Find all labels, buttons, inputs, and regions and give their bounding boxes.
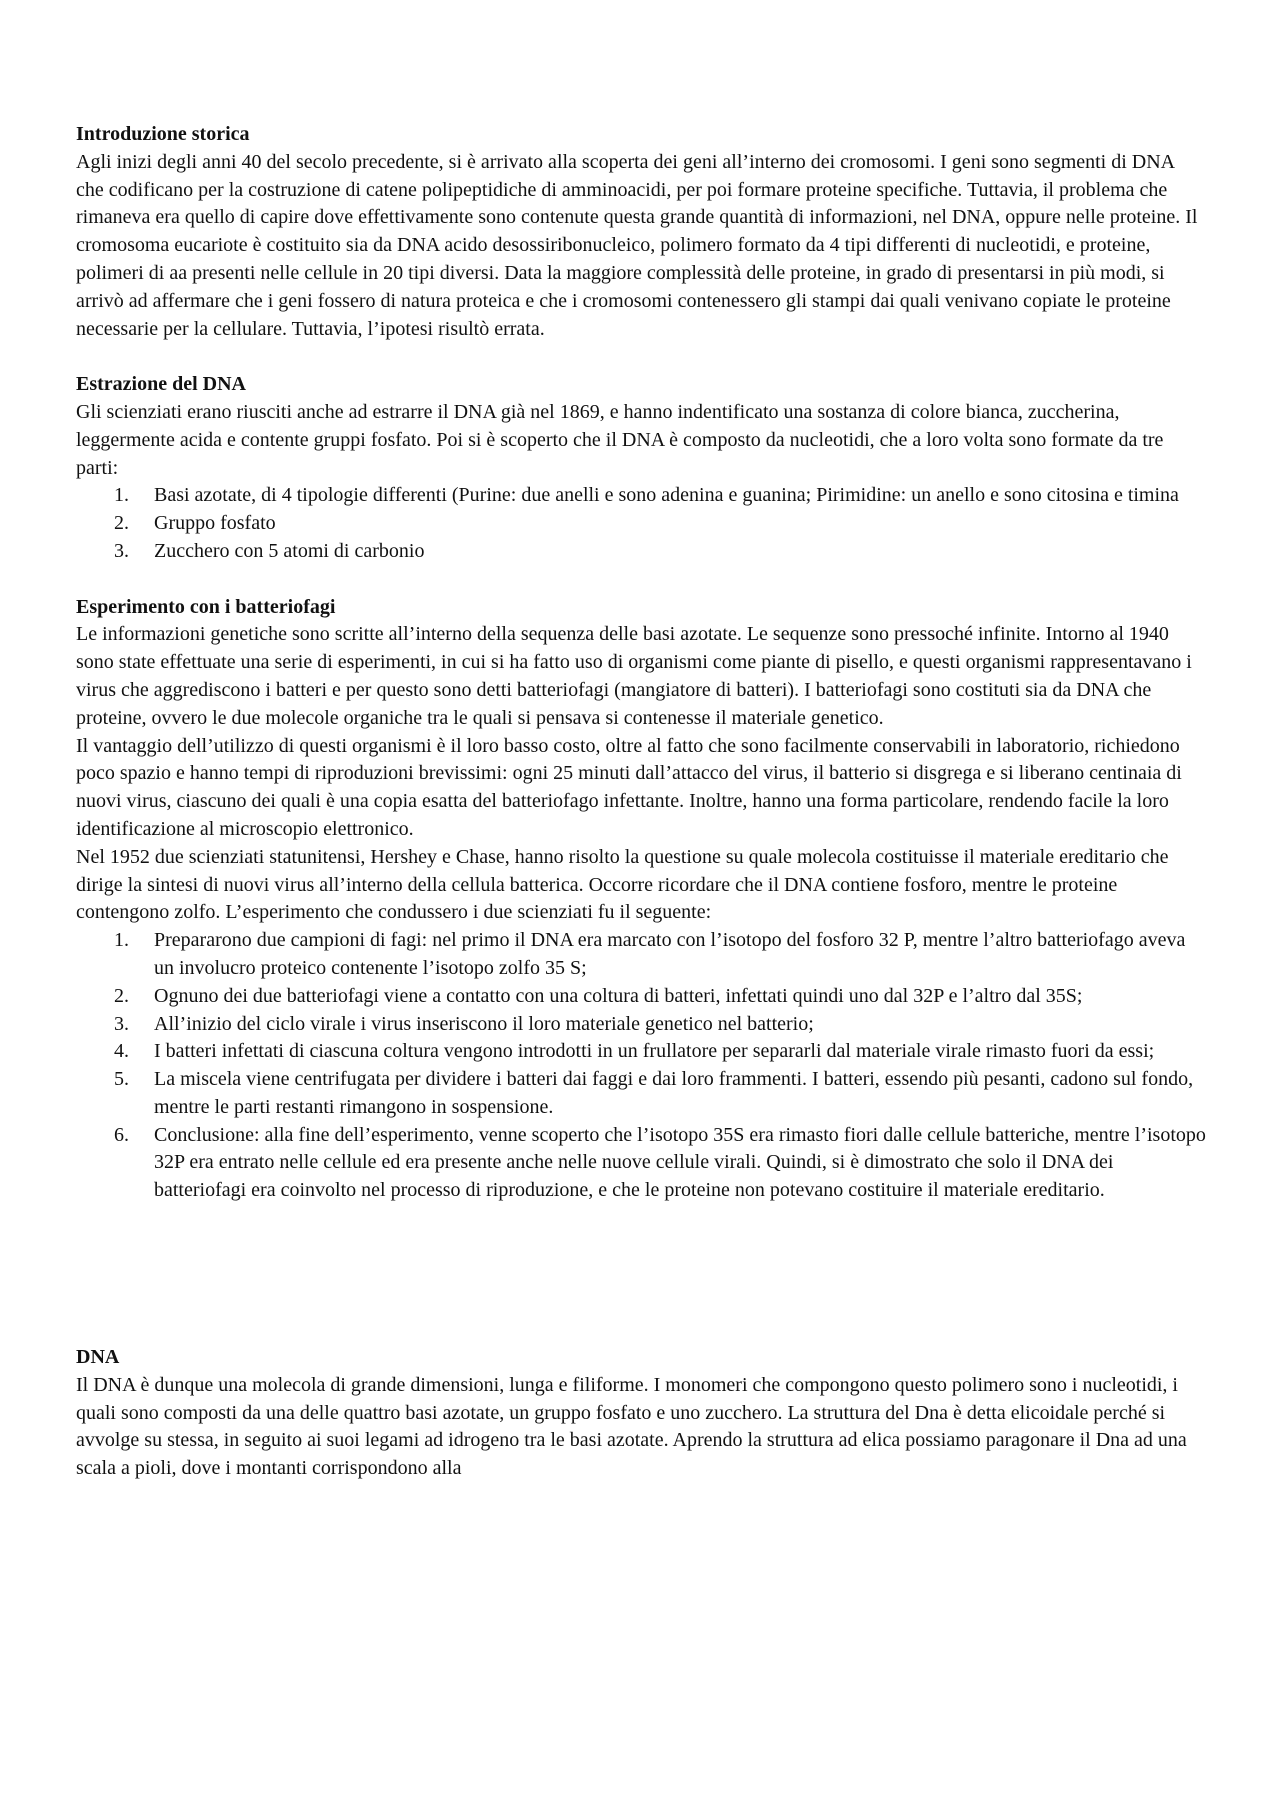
list-item-text: Prepararono due campioni di fagi: nel primo il DNA era marcato con l’isotopo del fosforo 32 P, mentre l’altro batteriofago aveva un involucro proteico contenente l’isotopo zolfo 35 S; bbox=[154, 929, 1186, 979]
paragraph-estrazione: Gli scienziati erano riusciti anche ad estrarre il DNA già nel 1869, e hanno indentificato una sostanza di colore bianca, zuccherina, leggermente acida e contente gruppi fosfato. Poi si è scoperto che il DNA è composto da nucleotidi, che a loro volta sono formate da tre parti: bbox=[76, 400, 1164, 479]
list-item bbox=[76, 1122, 1206, 1205]
list-item bbox=[76, 482, 1206, 510]
list-item-text: I batteri infettati di ciascuna coltura vengono introdotti in un frullatore per separarli dal materiale virale rimasto fuori da essi; bbox=[154, 1040, 1155, 1063]
heading-esperimento: Esperimento con i batteriofagi bbox=[76, 595, 336, 618]
list-item-text: Basi azotate, di 4 tipologie differenti (Purine: due anelli e sono adenina e guanina; Pirimidine: un anello e sono citosina e timina bbox=[154, 484, 1179, 507]
list-item-number: 3. bbox=[114, 1012, 129, 1035]
list-item-text: Gruppo fosfato bbox=[154, 512, 276, 535]
paragraph-introduzione: Agli inizi degli anni 40 del secolo precedente, si è arrivato alla scoperta dei geni all’interno dei cromosomi. I geni sono segmenti di DNA che codificano per la costruzione di catene polipeptidiche di amminoacidi, per poi formare proteine specifiche. Tuttavia, il problema che rimaneva era quello di capire dove effettivamente sono contenute questa grande quantità di informazioni, nel DNA, oppure nelle proteine. Il cromosoma eucariote è costituito sia da DNA acido desossiribonucleico, polimero formato da 4 tipi differenti di nucleotidi, e proteine, polimeri di aa presenti nelle cellule in 20 tipi diversi. Data la maggiore complessità delle proteine, in grado di presentarsi in più modi, si arrivò ad affermare che i geni fossero di natura proteica e che i cromosomi contenessero gli stampi dai quali venivano copiate le proteine necessarie per la cellulare. Tuttavia, l’ipotesi risultò errata. bbox=[76, 150, 1198, 340]
list-item bbox=[76, 1066, 1206, 1122]
heading-dna: DNA bbox=[76, 1346, 120, 1369]
list-item-number: 1. bbox=[114, 484, 129, 507]
heading-introduzione: Introduzione storica bbox=[76, 123, 250, 145]
list-item-number: 4. bbox=[114, 1040, 129, 1063]
list-item bbox=[76, 1011, 1206, 1039]
list-item-number: 1. bbox=[114, 929, 129, 952]
list-experiment-steps bbox=[76, 927, 1206, 1205]
document-page bbox=[76, 121, 1206, 1483]
list-item-number: 5. bbox=[114, 1068, 129, 1091]
paragraph-dna: Il DNA è dunque una molecola di grande dimensioni, lunga e filiforme. I monomeri che compongono questo polimero sono i nucleotidi, i quali sono composti da una delle quattro basi azotate, un gruppo fosfato e uno zucchero. La struttura del Dna è detta elicoidale perché si avvolge su stessa, in seguito ai suoi legami ad idrogeno tra le basi azotate. Aprendo la struttura ad elica possiamo paragonare il Dna ad una scala a pioli, dove i montanti corrispondono alla bbox=[76, 1373, 1187, 1480]
section-estrazione bbox=[76, 371, 1206, 566]
list-item-text: La miscela viene centrifugata per dividere i batteri dai faggi e dai loro frammenti. I batteri, essendo più pesanti, cadono sul fondo, mentre le parti restanti rimangono in sospensione. bbox=[154, 1068, 1194, 1118]
list-item-number: 2. bbox=[114, 512, 129, 535]
heading-estrazione: Estrazione del DNA bbox=[76, 373, 246, 396]
section-introduzione bbox=[76, 121, 1206, 343]
paragraph-esperimento-1: Le informazioni genetiche sono scritte all’interno della sequenza delle basi azotate. Le sequenze sono pressoché infinite. Intorno al 1940 sono state effettuate una serie di esperimenti, in cui si ha fatto uso di organismi come piante di pisello, e questi organismi rappresentavano i virus che aggrediscono i batteri e per questo sono detti batteriofagi (mangiatore di batteri). I batteriofagi sono costituti sia da DNA che proteine, ovvero le due molecole organiche tra le quali si pensava si contenesse il materiale genetico. bbox=[76, 623, 1192, 729]
section-dna bbox=[76, 1344, 1206, 1483]
list-item-text: Conclusione: alla fine dell’esperimento, venne scoperto che l’isotopo 35S era rimasto fiori dalle cellule batteriche, mentre l’isotopo 32P era entrato nelle cellule ed era presente anche nelle nuove cellule virali. Quindi, si è dimostrato che solo il DNA dei batteriofagi era coinvolto nel processo di riproduzione, e che le proteine non potevano costituire il materiale ereditario. bbox=[154, 1123, 1206, 1202]
list-item-text: All’inizio del ciclo virale i virus inseriscono il loro materiale genetico nel batterio; bbox=[154, 1012, 814, 1035]
list-item bbox=[76, 538, 1206, 566]
list-item-number: 2. bbox=[114, 984, 129, 1007]
list-nucleotide-parts bbox=[76, 482, 1206, 565]
list-item-text: Zucchero con 5 atomi di carbonio bbox=[154, 539, 425, 562]
paragraph-esperimento-2: Il vantaggio dell’utilizzo di questi organismi è il loro basso costo, oltre al fatto che sono facilmente conservabili in laboratorio, richiedono poco spazio e hanno tempi di riproduzioni brevissimi: ogni 25 minuti dall’attacco del virus, il batterio si disgrega e si liberano centinaia di nuovi virus, ciascuno dei quali è una copia esatta del batteriofago infettante. Inoltre, hanno una forma particolare, rendendo facile la loro identificazione al microscopio elettronico. bbox=[76, 734, 1182, 840]
section-esperimento bbox=[76, 594, 1206, 1206]
list-item-number: 3. bbox=[114, 539, 129, 562]
list-item bbox=[76, 1038, 1206, 1066]
list-item-text: Ognuno dei due batteriofagi viene a contatto con una coltura di batteri, infettati quindi uno dal 32P e l’altro dal 35S; bbox=[154, 984, 1083, 1007]
list-item bbox=[76, 927, 1206, 983]
paragraph-esperimento-3: Nel 1952 due scienziati statunitensi, Hershey e Chase, hanno risolto la questione su quale molecola costituisse il materiale ereditario che dirige la sintesi di nuovi virus all’interno della cellula batterica. Occorre ricordare che il DNA contiene fosforo, mentre le proteine contengono zolfo. L’esperimento che condussero i due scienziati fu il seguente: bbox=[76, 845, 1169, 924]
list-item-number: 6. bbox=[114, 1123, 129, 1146]
list-item bbox=[76, 983, 1206, 1011]
list-item bbox=[76, 510, 1206, 538]
